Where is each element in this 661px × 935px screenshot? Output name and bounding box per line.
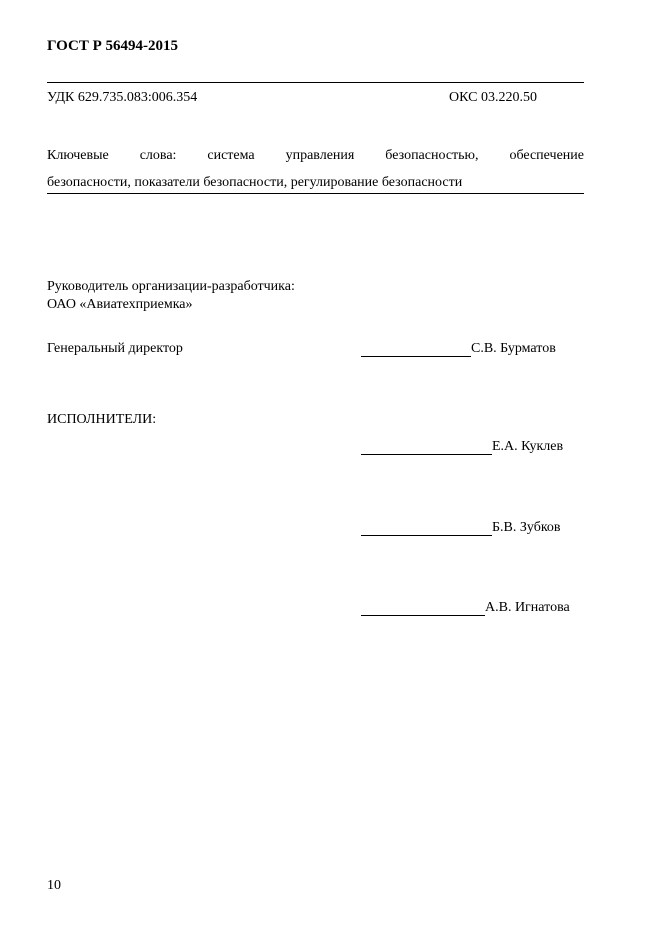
keyword-word: слова: xyxy=(139,148,177,163)
executor-signature xyxy=(361,520,561,536)
document-standard-number: ГОСТ Р 56494-2015 xyxy=(47,38,179,54)
keyword-word: обеспечение xyxy=(509,148,584,163)
executor-signature xyxy=(361,439,563,455)
keywords-block xyxy=(47,142,584,196)
executor-signature xyxy=(361,600,570,616)
oks-code: ОКС 03.220.50 xyxy=(449,90,537,105)
director-name: С.В. Бурматов xyxy=(471,341,556,356)
signature-line xyxy=(361,601,485,616)
keyword-word: управления xyxy=(285,148,355,163)
top-divider xyxy=(47,82,584,83)
director-signature xyxy=(361,341,556,357)
signature-line xyxy=(361,521,492,536)
keyword-word: Ключевые xyxy=(47,148,109,163)
developer-lead-label: Руководитель организации-разработчика: xyxy=(47,279,295,294)
keyword-word: безопасностью, xyxy=(385,148,479,163)
keywords-line-2: безопасности, показатели безопасности, регулирование безопасности xyxy=(47,175,463,190)
udk-code: УДК 629.735.083:006.354 xyxy=(47,90,198,105)
executors-heading: ИСПОЛНИТЕЛИ: xyxy=(47,412,157,427)
developer-organization: ОАО «Авиатехприемка» xyxy=(47,297,193,312)
keywords-line-1 xyxy=(47,142,584,169)
keyword-word: система xyxy=(207,148,255,163)
page-number: 10 xyxy=(47,878,61,893)
executor-name: Е.А. Куклев xyxy=(492,439,564,454)
executor-name: Б.В. Зубков xyxy=(492,520,561,535)
signature-line xyxy=(361,440,492,455)
signature-line xyxy=(361,342,471,357)
director-role: Генеральный директор xyxy=(47,341,183,356)
executor-name: А.В. Игнатова xyxy=(485,600,570,615)
bottom-divider xyxy=(47,193,584,194)
